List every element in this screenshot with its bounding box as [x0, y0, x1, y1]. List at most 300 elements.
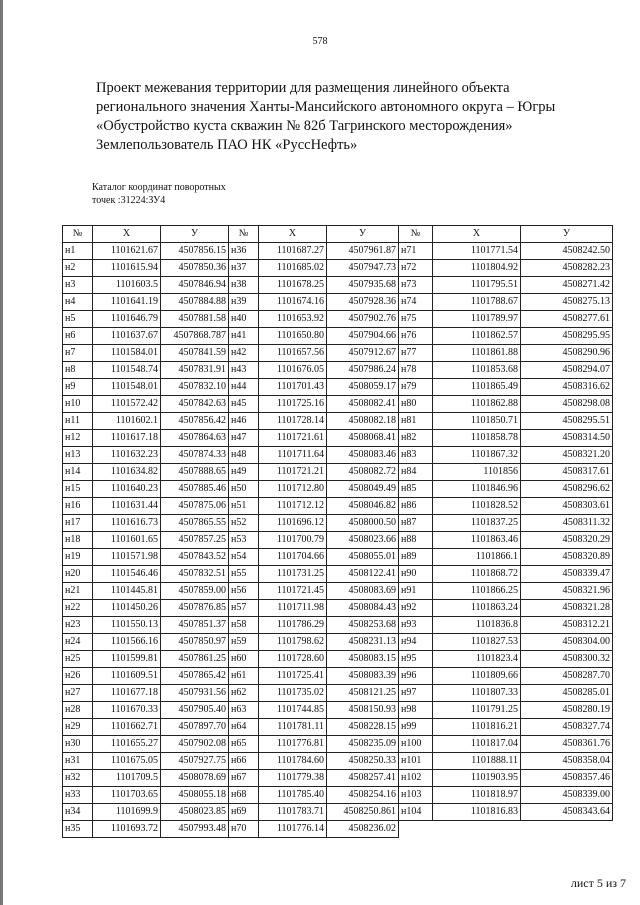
point-number-cell: н52	[229, 515, 259, 532]
coord-y-cell: 4508339.47	[521, 566, 613, 583]
point-number-cell: н38	[229, 277, 259, 294]
coord-x-cell: 1101662.71	[93, 719, 161, 736]
coord-x-cell: 1101616.73	[93, 515, 161, 532]
coord-y-cell: 4508055.01	[327, 549, 399, 566]
coord-x-cell: 1101653.92	[259, 311, 327, 328]
point-number-cell: н5	[63, 311, 93, 328]
point-number-cell: н58	[229, 617, 259, 634]
point-number-cell: н19	[63, 549, 93, 566]
point-number-cell: н36	[229, 243, 259, 260]
point-number-cell: н95	[399, 651, 433, 668]
coord-y-cell: 4508287.70	[521, 668, 613, 685]
point-number-cell: н15	[63, 481, 93, 498]
point-number-cell: н96	[399, 668, 433, 685]
point-number-cell: н39	[229, 294, 259, 311]
coord-x-cell: 1101721.61	[259, 430, 327, 447]
coord-x-cell: 1101655.27	[93, 736, 161, 753]
point-number-cell: н3	[63, 277, 93, 294]
point-number-cell: н92	[399, 600, 433, 617]
header-x: X	[93, 226, 161, 243]
table-row	[63, 753, 613, 770]
point-number-cell: н23	[63, 617, 93, 634]
point-number-cell: н21	[63, 583, 93, 600]
coord-y-cell: 4508312.21	[521, 617, 613, 634]
coord-y-cell: 4507897.70	[161, 719, 229, 736]
table-row	[63, 804, 613, 821]
coord-y-cell: 4507850.36	[161, 260, 229, 277]
coord-y-cell: 4508121.25	[327, 685, 399, 702]
coord-y-cell: 4508320.29	[521, 532, 613, 549]
coord-y-cell: 4507885.46	[161, 481, 229, 498]
coord-x-cell: 1101865.49	[433, 379, 521, 396]
coord-y-cell: 4508361.76	[521, 736, 613, 753]
coord-y-cell: 4508253.68	[327, 617, 399, 634]
point-number-cell: н29	[63, 719, 93, 736]
coord-y-cell: 4508280.19	[521, 702, 613, 719]
coord-x-cell: 1101818.97	[433, 787, 521, 804]
point-number-cell: н12	[63, 430, 93, 447]
point-number-cell: н7	[63, 345, 93, 362]
point-number-cell: н16	[63, 498, 93, 515]
caption-line: Каталог координат поворотных	[92, 182, 226, 193]
point-number-cell: н34	[63, 804, 93, 821]
coord-x-cell: 1101850.71	[433, 413, 521, 430]
coord-y-cell: 4508327.74	[521, 719, 613, 736]
point-number-cell: н104	[399, 804, 433, 821]
coord-x-cell: 1101728.60	[259, 651, 327, 668]
coord-y-cell: 4508282.23	[521, 260, 613, 277]
coord-y-cell: 4508311.32	[521, 515, 613, 532]
coord-x-cell: 1101725.16	[259, 396, 327, 413]
coord-x-cell: 1101725.41	[259, 668, 327, 685]
coord-y-cell: 4507928.36	[327, 294, 399, 311]
table-row	[63, 549, 613, 566]
coord-x-cell: 1101866.25	[433, 583, 521, 600]
coord-x-cell: 1101798.62	[259, 634, 327, 651]
point-number-cell: н14	[63, 464, 93, 481]
point-number-cell: н72	[399, 260, 433, 277]
point-number-cell: н46	[229, 413, 259, 430]
header-y: У	[521, 226, 613, 243]
coord-x-cell: 1101862.57	[433, 328, 521, 345]
coord-x-cell: 1101601.65	[93, 532, 161, 549]
coord-x-cell: 1101709.5	[93, 770, 161, 787]
table-row	[63, 328, 613, 345]
point-number-cell: н40	[229, 311, 259, 328]
coord-y-cell: 4508320.89	[521, 549, 613, 566]
coord-y-cell: 4507905.40	[161, 702, 229, 719]
coord-y-cell: 4507902.76	[327, 311, 399, 328]
coord-x-cell: 1101632.23	[93, 447, 161, 464]
point-number-cell: н78	[399, 362, 433, 379]
point-number-cell: н91	[399, 583, 433, 600]
point-number-cell: н51	[229, 498, 259, 515]
coord-x-cell: 1101599.81	[93, 651, 161, 668]
point-number-cell: н47	[229, 430, 259, 447]
point-number-cell: н63	[229, 702, 259, 719]
coord-x-cell: 1101572.42	[93, 396, 161, 413]
coord-x-cell: 1101650.80	[259, 328, 327, 345]
coord-x-cell: 1101788.67	[433, 294, 521, 311]
point-number-cell: н89	[399, 549, 433, 566]
point-number-cell: н55	[229, 566, 259, 583]
point-number-cell	[399, 821, 433, 838]
coord-x-cell: 1101866.1	[433, 549, 521, 566]
table-row	[63, 515, 613, 532]
point-number-cell: н44	[229, 379, 259, 396]
coord-x-cell: 1101711.98	[259, 600, 327, 617]
coord-x-cell: 1101786.29	[259, 617, 327, 634]
coord-x-cell: 1101711.64	[259, 447, 327, 464]
coord-x-cell: 1101863.24	[433, 600, 521, 617]
coord-y-cell: 4507868.787	[161, 328, 229, 345]
coord-y-cell: 4508228.15	[327, 719, 399, 736]
coord-y-cell	[521, 821, 613, 838]
coord-x-cell: 1101731.25	[259, 566, 327, 583]
coord-x-cell: 1101837.25	[433, 515, 521, 532]
point-number-cell: н79	[399, 379, 433, 396]
point-number-cell: н81	[399, 413, 433, 430]
coord-x-cell: 1101804.92	[433, 260, 521, 277]
coord-x-cell: 1101779.38	[259, 770, 327, 787]
coord-y-cell: 4508357.46	[521, 770, 613, 787]
point-number-cell: н1	[63, 243, 93, 260]
coord-y-cell: 4508275.13	[521, 294, 613, 311]
coord-y-cell: 4508000.50	[327, 515, 399, 532]
point-number-cell: н27	[63, 685, 93, 702]
coord-x-cell: 1101789.97	[433, 311, 521, 328]
coord-x-cell: 1101817.04	[433, 736, 521, 753]
point-number-cell: н94	[399, 634, 433, 651]
table-row	[63, 430, 613, 447]
coord-y-cell: 4507912.67	[327, 345, 399, 362]
coord-x-cell: 1101566.16	[93, 634, 161, 651]
point-number-cell: н24	[63, 634, 93, 651]
coord-x-cell: 1101776.14	[259, 821, 327, 838]
coord-x-cell: 1101816.21	[433, 719, 521, 736]
coord-x-cell: 1101675.05	[93, 753, 161, 770]
coord-y-cell: 4508317.61	[521, 464, 613, 481]
coord-y-cell: 4507904.66	[327, 328, 399, 345]
coord-y-cell: 4507841.59	[161, 345, 229, 362]
point-number-cell: н102	[399, 770, 433, 787]
coord-y-cell: 4508046.82	[327, 498, 399, 515]
coord-x-cell: 1101641.19	[93, 294, 161, 311]
point-number-cell: н61	[229, 668, 259, 685]
point-number-cell: н87	[399, 515, 433, 532]
coord-y-cell: 4507947.73	[327, 260, 399, 277]
point-number-cell: н56	[229, 583, 259, 600]
point-number-cell: н71	[399, 243, 433, 260]
title-line: «Обустройство куста скважин № 82б Тагринского месторождения»	[96, 118, 513, 134]
coord-x-cell: 1101823.4	[433, 651, 521, 668]
header-y: У	[327, 226, 399, 243]
coord-y-cell: 4508314.50	[521, 430, 613, 447]
coord-y-cell: 4508250.861	[327, 804, 399, 821]
coord-x-cell: 1101861.88	[433, 345, 521, 362]
coord-x-cell: 1101721.45	[259, 583, 327, 600]
point-number-cell: н90	[399, 566, 433, 583]
coord-y-cell: 4507884.88	[161, 294, 229, 311]
coord-x-cell: 1101701.43	[259, 379, 327, 396]
point-number-cell: н6	[63, 328, 93, 345]
coord-x-cell: 1101685.02	[259, 260, 327, 277]
coord-x-cell: 1101776.81	[259, 736, 327, 753]
point-number-cell: н43	[229, 362, 259, 379]
table-row	[63, 260, 613, 277]
coord-x-cell: 1101602.1	[93, 413, 161, 430]
page-number: 578	[312, 36, 328, 47]
coord-y-cell: 4508257.41	[327, 770, 399, 787]
table-row	[63, 651, 613, 668]
coord-y-cell: 4508277.61	[521, 311, 613, 328]
point-number-cell: н64	[229, 719, 259, 736]
coord-y-cell: 4507927.75	[161, 753, 229, 770]
coord-x-cell: 1101836.8	[433, 617, 521, 634]
coord-y-cell: 4508083.46	[327, 447, 399, 464]
coord-x-cell: 1101696.12	[259, 515, 327, 532]
coord-y-cell: 4508298.08	[521, 396, 613, 413]
coord-x-cell: 1101712.12	[259, 498, 327, 515]
coord-y-cell: 4508083.15	[327, 651, 399, 668]
catalog-caption	[92, 181, 226, 207]
coord-x-cell: 1101721.21	[259, 464, 327, 481]
coord-x-cell: 1101687.27	[259, 243, 327, 260]
table-row	[63, 770, 613, 787]
coord-x-cell: 1101700.79	[259, 532, 327, 549]
table-row	[63, 719, 613, 736]
header-number: №	[229, 226, 259, 243]
coord-y-cell: 4508290.96	[521, 345, 613, 362]
point-number-cell: н75	[399, 311, 433, 328]
coord-x-cell: 1101783.71	[259, 804, 327, 821]
coord-x-cell: 1101771.54	[433, 243, 521, 260]
coord-x-cell: 1101784.60	[259, 753, 327, 770]
point-number-cell: н62	[229, 685, 259, 702]
table-row	[63, 311, 613, 328]
point-number-cell: н17	[63, 515, 93, 532]
coord-x-cell: 1101712.80	[259, 481, 327, 498]
table-row	[63, 600, 613, 617]
sheet-counter: лист 5 из 7	[570, 876, 626, 890]
coord-y-cell: 4508250.33	[327, 753, 399, 770]
coord-y-cell: 4508082.41	[327, 396, 399, 413]
coord-y-cell: 4507993.48	[161, 821, 229, 838]
point-number-cell: н26	[63, 668, 93, 685]
table-row	[63, 532, 613, 549]
coord-y-cell: 4508254.16	[327, 787, 399, 804]
coord-x-cell: 1101699.9	[93, 804, 161, 821]
table-row	[63, 702, 613, 719]
point-number-cell: н28	[63, 702, 93, 719]
point-number-cell: н68	[229, 787, 259, 804]
coord-y-cell: 4508082.72	[327, 464, 399, 481]
point-number-cell: н103	[399, 787, 433, 804]
point-number-cell: н2	[63, 260, 93, 277]
point-number-cell: н42	[229, 345, 259, 362]
point-number-cell: н9	[63, 379, 93, 396]
coord-y-cell: 4508300.32	[521, 651, 613, 668]
coord-y-cell: 4508271.42	[521, 277, 613, 294]
title-line: Проект межевания территории для размещения линейного объекта	[96, 80, 510, 96]
coord-x-cell: 1101795.51	[433, 277, 521, 294]
coord-y-cell: 4507864.63	[161, 430, 229, 447]
coord-y-cell: 4508339.00	[521, 787, 613, 804]
coord-y-cell: 4508049.49	[327, 481, 399, 498]
table-row	[63, 243, 613, 260]
coord-y-cell: 4508321.20	[521, 447, 613, 464]
coord-x-cell: 1101677.18	[93, 685, 161, 702]
point-number-cell: н10	[63, 396, 93, 413]
table-row	[63, 379, 613, 396]
table-row	[63, 634, 613, 651]
scan-left-edge	[0, 0, 3, 905]
coord-y-cell: 4507865.55	[161, 515, 229, 532]
coord-y-cell: 4507902.08	[161, 736, 229, 753]
coord-x-cell: 1101615.94	[93, 260, 161, 277]
coord-x-cell: 1101450.26	[93, 600, 161, 617]
coord-y-cell: 4508316.62	[521, 379, 613, 396]
point-number-cell: н70	[229, 821, 259, 838]
coord-x-cell: 1101676.05	[259, 362, 327, 379]
table-header-row	[63, 226, 613, 243]
coord-y-cell: 4507842.63	[161, 396, 229, 413]
table-row	[63, 345, 613, 362]
coord-y-cell: 4508303.61	[521, 498, 613, 515]
point-number-cell: н101	[399, 753, 433, 770]
point-number-cell: н33	[63, 787, 93, 804]
coord-x-cell: 1101807.33	[433, 685, 521, 702]
coord-x-cell: 1101609.51	[93, 668, 161, 685]
coord-x-cell: 1101670.33	[93, 702, 161, 719]
coord-x-cell: 1101631.44	[93, 498, 161, 515]
point-number-cell: н48	[229, 447, 259, 464]
coord-y-cell: 4507843.52	[161, 549, 229, 566]
coord-y-cell: 4508083.69	[327, 583, 399, 600]
header-number: №	[399, 226, 433, 243]
coord-y-cell: 4508321.28	[521, 600, 613, 617]
table-row	[63, 481, 613, 498]
coord-x-cell: 1101693.72	[93, 821, 161, 838]
coord-y-cell: 4507865.42	[161, 668, 229, 685]
table-row	[63, 396, 613, 413]
coord-x-cell: 1101637.67	[93, 328, 161, 345]
coord-x-cell: 1101856	[433, 464, 521, 481]
coord-y-cell: 4508068.41	[327, 430, 399, 447]
point-number-cell: н98	[399, 702, 433, 719]
table-row	[63, 294, 613, 311]
point-number-cell: н31	[63, 753, 93, 770]
coord-y-cell: 4508082.18	[327, 413, 399, 430]
coord-x-cell: 1101617.18	[93, 430, 161, 447]
point-number-cell: н53	[229, 532, 259, 549]
coord-y-cell: 4507986.24	[327, 362, 399, 379]
coord-y-cell: 4507846.94	[161, 277, 229, 294]
table-row	[63, 787, 613, 804]
coord-x-cell: 1101584.01	[93, 345, 161, 362]
point-number-cell: н66	[229, 753, 259, 770]
point-number-cell: н88	[399, 532, 433, 549]
table-row	[63, 447, 613, 464]
point-number-cell: н93	[399, 617, 433, 634]
coord-x-cell: 1101858.78	[433, 430, 521, 447]
coord-x-cell: 1101657.56	[259, 345, 327, 362]
point-number-cell: н49	[229, 464, 259, 481]
table-row	[63, 736, 613, 753]
coord-x-cell: 1101744.85	[259, 702, 327, 719]
coord-x-cell: 1101571.98	[93, 549, 161, 566]
coord-y-cell: 4507874.33	[161, 447, 229, 464]
table-row	[63, 413, 613, 430]
coord-x-cell	[433, 821, 521, 838]
point-number-cell: н41	[229, 328, 259, 345]
coord-x-cell: 1101781.11	[259, 719, 327, 736]
coord-y-cell: 4508294.07	[521, 362, 613, 379]
coord-y-cell: 4507857.25	[161, 532, 229, 549]
coordinates-table	[62, 225, 613, 838]
coord-y-cell: 4508122.41	[327, 566, 399, 583]
coord-y-cell: 4508150.93	[327, 702, 399, 719]
point-number-cell: н83	[399, 447, 433, 464]
coord-x-cell: 1101868.72	[433, 566, 521, 583]
table-row	[63, 668, 613, 685]
table-row	[63, 362, 613, 379]
header-x: X	[433, 226, 521, 243]
coord-x-cell: 1101546.46	[93, 566, 161, 583]
coord-y-cell: 4508235.09	[327, 736, 399, 753]
point-number-cell: н67	[229, 770, 259, 787]
coord-y-cell: 4508023.85	[161, 804, 229, 821]
point-number-cell: н77	[399, 345, 433, 362]
coord-y-cell: 4507861.25	[161, 651, 229, 668]
coord-y-cell: 4508285.01	[521, 685, 613, 702]
coord-y-cell: 4507935.68	[327, 277, 399, 294]
coord-x-cell: 1101445.81	[93, 583, 161, 600]
coord-x-cell: 1101903.95	[433, 770, 521, 787]
title-line: регионального значения Ханты-Мансийского автономного округа – Югры	[96, 99, 556, 115]
table-row	[63, 566, 613, 583]
coord-x-cell: 1101853.68	[433, 362, 521, 379]
document-title	[96, 79, 596, 155]
coord-y-cell: 4508231.13	[327, 634, 399, 651]
coord-x-cell: 1101704.66	[259, 549, 327, 566]
coord-x-cell: 1101791.25	[433, 702, 521, 719]
coord-x-cell: 1101548.01	[93, 379, 161, 396]
coord-x-cell: 1101703.65	[93, 787, 161, 804]
title-line: Землепользователь ПАО НК «РуссНефть»	[96, 137, 358, 153]
point-number-cell: н84	[399, 464, 433, 481]
coord-y-cell: 4508296.62	[521, 481, 613, 498]
point-number-cell: н69	[229, 804, 259, 821]
coord-x-cell: 1101603.5	[93, 277, 161, 294]
point-number-cell: н18	[63, 532, 93, 549]
coord-y-cell: 4507832.10	[161, 379, 229, 396]
coord-y-cell: 4508055.18	[161, 787, 229, 804]
point-number-cell: н25	[63, 651, 93, 668]
coord-y-cell: 4508321.96	[521, 583, 613, 600]
point-number-cell: н80	[399, 396, 433, 413]
header-x: X	[259, 226, 327, 243]
coord-x-cell: 1101863.46	[433, 532, 521, 549]
coord-y-cell: 4508343.64	[521, 804, 613, 821]
coord-y-cell: 4508023.66	[327, 532, 399, 549]
coord-x-cell: 1101646.79	[93, 311, 161, 328]
point-number-cell: н76	[399, 328, 433, 345]
coord-y-cell: 4508304.00	[521, 634, 613, 651]
point-number-cell: н50	[229, 481, 259, 498]
coord-x-cell: 1101674.16	[259, 294, 327, 311]
coord-y-cell: 4508295.95	[521, 328, 613, 345]
